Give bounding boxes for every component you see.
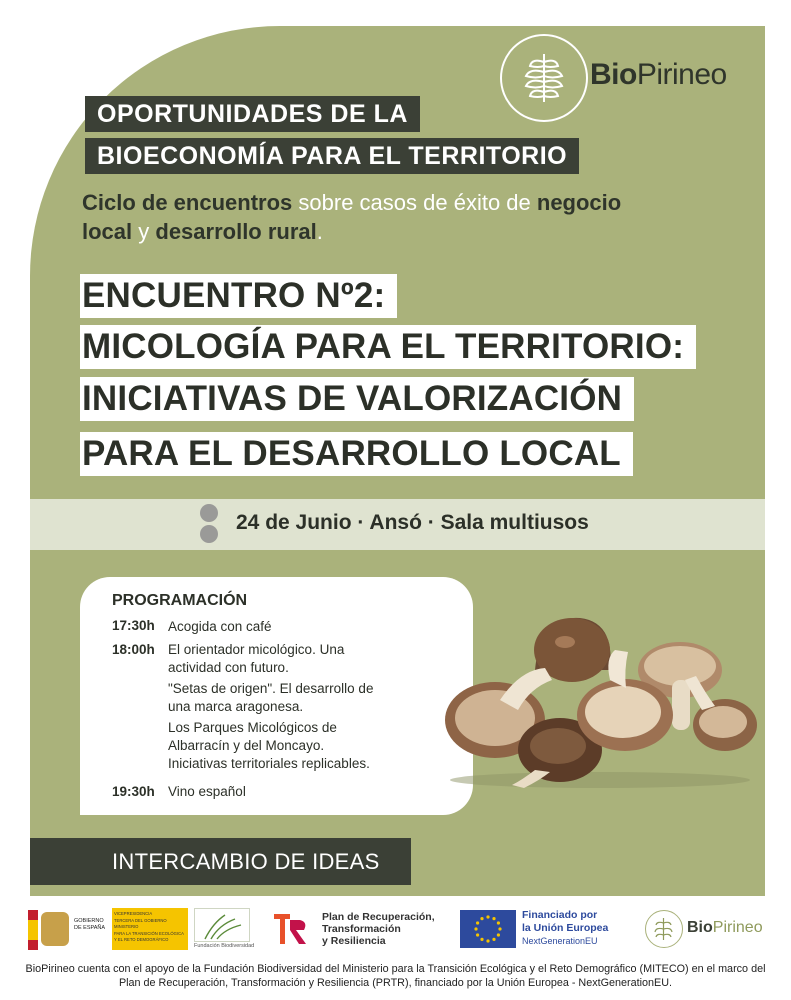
subtitle-strong-2: negocio local xyxy=(82,190,622,244)
subtitle-text-1: sobre casos de éxito de xyxy=(292,190,537,215)
gobierno-left-line-2: DE ESPAÑA xyxy=(74,925,106,931)
program-time-5: 19:30h xyxy=(112,784,155,799)
eu-logo xyxy=(460,908,640,952)
disclaimer: BioPirineo cuenta con el apoyo de la Fundación Biodiversidad del Ministerio para la Transición Ecológica y el Reto Demográfico (MITECO) en el marco del Plan de Recuperación, Transformación y Resiliencia (PRTR), financiado por la Unión Europea - NextGenerationEU. xyxy=(25,963,766,989)
subtitle-text-2: y xyxy=(132,219,156,244)
program-item-3-line-1: "Setas de origen". El desarrollo de xyxy=(168,681,374,696)
prtr-line-2: Transformación xyxy=(322,923,401,935)
title-line-2: BIOECONOMÍA PARA EL TERRITORIO xyxy=(85,138,579,174)
program-item-1-line-1: Acogida con café xyxy=(168,619,272,634)
eu-line-1: Financiado por xyxy=(522,909,598,921)
footer-biopirineo-logo xyxy=(645,908,775,952)
footer-brand-pirineo: Pirineo xyxy=(712,919,763,936)
eu-line-2: la Unión Europea xyxy=(522,922,609,934)
gobierno-left-line-1: GOBIERNO xyxy=(74,918,104,924)
footer-leaf-icon xyxy=(645,910,683,948)
ministerio-line-1: VICEPRESIDENCIA xyxy=(114,911,153,916)
prtr-text xyxy=(322,911,435,947)
footer-brand xyxy=(687,919,763,937)
biopirineo-logo xyxy=(500,34,588,122)
brand-name xyxy=(590,58,727,92)
program-item-4-line-1: Los Parques Micológicos de xyxy=(168,720,337,735)
eu-text xyxy=(522,909,608,948)
program-item-3-line-2: una marca aragonesa. xyxy=(168,699,304,714)
gobierno-left-text xyxy=(74,918,105,932)
flag-icon xyxy=(28,910,38,950)
prtr-line-1: Plan de Recuperación, xyxy=(322,911,435,923)
program-item-2-line-1: El orientador micológico. Una xyxy=(168,642,345,657)
program-item-4-line-3: Iniciativas territoriales replicables. xyxy=(168,756,370,771)
grass-icon xyxy=(194,908,250,942)
fundacion-logo xyxy=(194,908,255,952)
ministerio-line-3: MINISTERIO xyxy=(114,924,139,929)
mushrooms-image xyxy=(440,610,760,790)
coat-of-arms-icon xyxy=(41,912,69,946)
ministerio-box xyxy=(112,908,188,950)
eu-flag-icon xyxy=(460,910,516,948)
brand-bio: Bio xyxy=(590,58,637,91)
subtitle xyxy=(82,188,642,246)
location-icon xyxy=(199,503,219,545)
prtr-icon xyxy=(272,910,310,948)
program-time-2: 18:00h xyxy=(112,642,155,657)
title-line-1: OPORTUNIDADES DE LA xyxy=(85,96,420,132)
program-heading: PROGRAMACIÓN xyxy=(112,592,248,609)
program-item-4 xyxy=(168,719,370,773)
brand-pirineo: Pirineo xyxy=(636,58,727,91)
leaf-icon xyxy=(502,36,586,120)
program-item-5 xyxy=(168,783,246,801)
encuentro-line-2: MICOLOGÍA PARA EL TERRITORIO: xyxy=(80,325,696,369)
fundacion-text: Fundación Biodiversidad xyxy=(194,943,255,949)
eu-line-3: NextGenerationEU xyxy=(522,936,598,946)
ideas-banner: INTERCAMBIO DE IDEAS xyxy=(30,838,411,885)
program-item-4-line-2: Albarracín y del Moncayo. xyxy=(168,738,325,753)
event-details: 24 de Junio · Ansó · Sala multiusos xyxy=(236,511,589,534)
footer-brand-bio: Bio xyxy=(687,919,713,936)
ministerio-line-5: Y EL RETO DEMOGRÁFICO xyxy=(114,937,169,942)
subtitle-text-3: . xyxy=(316,219,323,244)
subtitle-strong-3: desarrollo rural xyxy=(155,219,317,244)
encuentro-line-4: PARA EL DESARROLLO LOCAL xyxy=(80,432,633,476)
subtitle-strong-1: Ciclo de encuentros xyxy=(82,190,293,215)
program-item-2 xyxy=(168,641,344,677)
encuentro-line-3: INICIATIVAS DE VALORIZACIÓN xyxy=(80,377,634,421)
program-item-5-line-1: Vino español xyxy=(168,784,246,799)
ministerio-line-4: PARA LA TRANSICIÓN ECOLÓGICA xyxy=(114,930,184,936)
program-time-1: 17:30h xyxy=(112,618,155,633)
program-item-2-line-2: actividad con futuro. xyxy=(168,660,289,675)
encuentro-line-1: ENCUENTRO Nº2: xyxy=(80,274,397,318)
prtr-logo xyxy=(272,908,452,952)
gobierno-logo xyxy=(28,908,188,952)
prtr-line-3: y Resiliencia xyxy=(322,935,386,947)
program-item-1 xyxy=(168,618,272,636)
program-item-3 xyxy=(168,680,373,716)
ministerio-line-2: TERCERA DEL GOBIERNO xyxy=(114,917,167,923)
